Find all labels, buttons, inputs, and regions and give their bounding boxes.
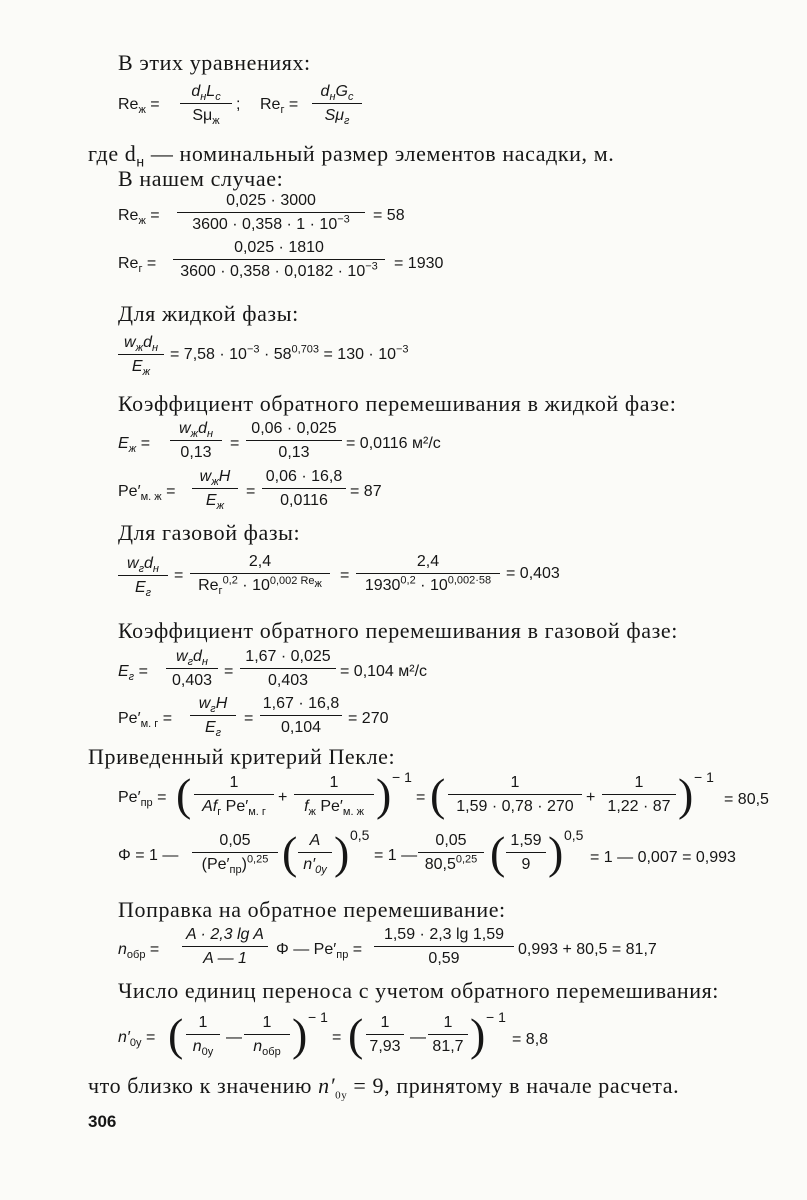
re-liquid-result: = 58: [373, 207, 405, 224]
gas-right-fraction: 2,4 $1930^{0,2} \cdot 10^{0,002\cdot 58}$: [356, 554, 500, 594]
pe-liquid-result: = 87: [350, 483, 382, 500]
re-liquid-label: $Re_ж$ =: [118, 96, 160, 117]
pe-liquid-label: $Pe'_{м. ж}$ =: [118, 483, 176, 504]
n-obr-f1-fraction: A · 2,3 lg A A — 1: [182, 927, 268, 967]
ntu-f2-fraction: 1 $n_{обр}$: [244, 1015, 290, 1055]
pe-gas-def-fraction: $w_гH$ $E_г$: [190, 696, 236, 736]
re-gas-result: = 1930: [394, 255, 444, 272]
book-page: В этих уравнениях: $Re_ж$ = $d_нL_с$ $S\mu_ж$ ; $Re_г$ = $d_нG_с$ $S\mu_г$ где $d_н$ — номинальный размер элементов насадки, м. В нашем случае: $Re_ж$ = 0,025 · 3000 $3600 \cdot 0,358 \cdot 1 \cdot 10^{-3}$ = 58 $Re_г$ = 0,025 · 1810 $3600 \cdot 0,358 \cdot 0,0182 \cdot 10^{-3}$ = 1930 Для жидкой фазы: $w_жd_н$ $E_ж$ = $7,58 \cdot 10^{-3} \cdot 58^{0,703} = 130 \cdot 10^{-3}$ Коэффициент обратного перемешивания в жидкой фазе: $E_ж$ = $w_жd_н$ 0,13 = 0,06 · 0,025 0,13 = 0,0116 м²/с $Pe'_{м. ж}$ = $w_жH$ $E_ж$ = 0,06 · 16,8 0,0116 = 87 Для газовой фазы: $w_гd_н$ $E_г$ = 2,4 $Re_г^{0,2} \cdot 10^{0,002 Re_ж}$ = 2,4 $1930^{0,2} \cdot 10^{0,002\cdot 58}$ = 0,403 Коэффициент обратного перемешивания в газовой фазе: $E_г$ = $w_гd_н$ 0,403 = 1,67 · 0,025 0,403 = 0,104 м²/с $Pe'_{м. г}$ = $w_гH$ $E_г$ = 1,67 · 16,8 0,104 = 270 Приведенный критерий Пекле: $Pe'_{пр}$ = ( 1 $Af_г$ $Pe'_{м. г}$ + 1 $f_ж$ $Pe'_{м. ж}$ ) − 1 = ( 1 1,59 · 0,78 · 270 + 1 1,22 · 87 ) − 1 = 80,5 Φ = 1 — 0,05 $(Pe'_{пр})^{0,25}$ ( A $n'_{0y}$ ) 0,5 = 1 — 0,05 80,5$^{0,25}$ ( 1,59 9 ) 0,5 = 1 — 0,007 = 0,993 Поправка на обратное перемешивание: $n_{обр}$ = A · 2,3 lg A A — 1 Φ — $Pe'_{пр}$ = 1,59 · 2,3 lg 1,59 0,59 0,993 + 80,5 = 81,7 Число единиц переноса с учетом обратного перемешивания: $n'_{0y}$ = ( 1 $n_{0y}$ — 1 $n_{обр}$ ) − 1 = ( 1 7,93 — 1 81,7 ) − 1 = 8,8 что близко к значению $n'_{0y} = 9$, принятому в начале расчета. 306: [88, 50, 769, 1131]
n-obr-f2-fraction: 1,59 · 2,3 lg 1,59 0,59: [374, 927, 514, 967]
text-correction: Поправка на обратное перемешивание:: [118, 897, 506, 922]
gas-result: = 0,403: [506, 565, 560, 582]
gas-wd-over-e: $w_гd_н$ $E_г$: [118, 556, 168, 596]
pe-reduced-label: $Pe'_{пр}$ =: [118, 789, 167, 810]
phi-label: Φ = 1 —: [118, 847, 179, 864]
re-liquid-def-fraction: $d_нL_с$ $S\mu_ж$: [180, 84, 232, 124]
liquid-expr: = $7,58 \cdot 10^{-3} \cdot 58^{0,703} = 130 \cdot 10^{-3}$: [170, 343, 409, 363]
liquid-wd-over-e: $w_жd_н$ $E_ж$: [118, 335, 164, 375]
text-intro: В этих уравнениях:: [118, 50, 311, 75]
page-number: 306: [88, 1112, 117, 1131]
pe-result: = 80,5: [724, 791, 769, 808]
re-liquid-label-2: $Re_ж$ =: [118, 207, 160, 228]
ntu-f4-fraction: 1 81,7: [428, 1015, 468, 1055]
n0y-label: $n'_{0y}$ =: [118, 1029, 156, 1050]
e-liquid-result: = 0,0116 м²/с: [346, 435, 441, 452]
text-coef-gas: Коэффициент обратного перемешивания в газовой фазе:: [118, 618, 678, 643]
e-gas-fraction: 1,67 · 0,025 0,403: [240, 649, 336, 689]
e-gas-label: $E_г$ =: [118, 663, 148, 684]
text-gas-phase: Для газовой фазы:: [118, 520, 301, 545]
gas-mid-fraction: 2,4 $Re_г^{0,2} \cdot 10^{0,002 Re_ж}$: [190, 554, 330, 594]
re-gas-fraction: 0,025 · 1810 $3600 \cdot 0,358 \cdot 0,0182 \cdot 10^{-3}$: [173, 240, 385, 280]
pe-f3-fraction: 1 1,59 · 0,78 · 270: [448, 775, 582, 815]
text-conclusion: что близко к значению $n'_{0y} = 9$, принятому в начале расчета.: [88, 1073, 680, 1102]
e-gas-result: = 0,104 м²/с: [340, 663, 428, 680]
ntu-result: = 8,8: [512, 1031, 549, 1048]
n-obr-label: $n_{обр}$ =: [118, 941, 160, 962]
re-gas-label: $Re_г$ =: [260, 96, 299, 117]
pe-liquid-fraction: 0,06 · 16,8 0,0116: [262, 469, 346, 509]
text-where: где $d_н$ — номинальный размер элементов насадки, м.: [88, 141, 615, 170]
pe-gas-label: $Pe'_{м. г}$ =: [118, 710, 173, 731]
e-liquid-fraction: 0,06 · 0,025 0,13: [246, 421, 342, 461]
n-obr-mid: Φ — $Pe'_{пр}$ =: [276, 941, 363, 962]
text-reduced-peclet: Приведенный критерий Пекле:: [88, 744, 396, 769]
text-ntu: Число единиц переноса с учетом обратного перемешивания:: [118, 978, 720, 1003]
ntu-f3-fraction: 1 7,93: [366, 1015, 404, 1055]
re-gas-label-2: $Re_г$ =: [118, 255, 157, 276]
re-gas-def-fraction: $d_нG_с$ $S\mu_г$: [312, 84, 362, 124]
phi-f1-fraction: 0,05 $(Pe'_{пр})^{0,25}$: [192, 833, 278, 873]
e-liquid-label: $E_ж$ =: [118, 435, 151, 456]
ntu-f1-fraction: 1 $n_{0y}$: [186, 1015, 220, 1055]
e-liquid-def-fraction: $w_жd_н$ 0,13: [170, 421, 222, 461]
pe-liquid-def-fraction: $w_жH$ $E_ж$: [192, 469, 238, 509]
pe-gas-fraction: 1,67 · 16,8 0,104: [260, 696, 342, 736]
phi-f3-fraction: 0,05 80,5$^{0,25}$: [418, 833, 484, 873]
pe-f2-fraction: 1 $f_ж$ $Pe'_{м. ж}$: [294, 775, 374, 815]
phi-f4-fraction: 1,59 9: [506, 833, 546, 873]
pe-f4-fraction: 1 1,22 · 87: [602, 775, 676, 815]
phi-f2-fraction: A $n'_{0y}$: [298, 833, 332, 873]
text-coef-liquid: Коэффициент обратного перемешивания в жидкой фазе:: [118, 391, 677, 416]
text-case: В нашем случае:: [118, 166, 284, 191]
re-liquid-fraction: 0,025 · 3000 $3600 \cdot 0,358 \cdot 1 \cdot 10^{-3}$: [177, 193, 365, 233]
n-obr-result: 0,993 + 80,5 = 81,7: [518, 941, 657, 958]
phi-result: = 1 — 0,007 = 0,993: [590, 849, 736, 866]
text-liquid-phase: Для жидкой фазы:: [118, 301, 299, 326]
pe-gas-result: = 270: [348, 710, 389, 727]
e-gas-def-fraction: $w_гd_н$ 0,403: [166, 649, 218, 689]
pe-f1-fraction: 1 $Af_г$ $Pe'_{м. г}$: [194, 775, 274, 815]
